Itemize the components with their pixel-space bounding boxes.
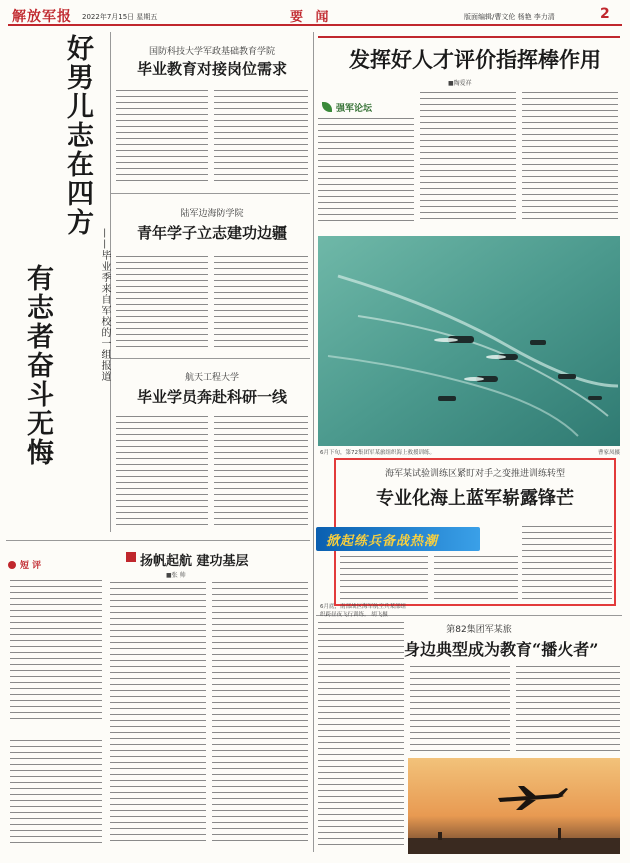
photo-caption-text: 6月下旬，第72集团军某旅组织海上救援训练。	[320, 450, 435, 456]
small-photo-caption: 6月底，南部战区海军航空兵某部组织跨昼夜飞行训练。 胡飞摄	[320, 604, 407, 618]
highlighted-title: 专业化海上蓝军崭露锋芒	[376, 488, 574, 509]
article-kicker: 第82集团军某旅	[446, 625, 512, 635]
article-body	[10, 580, 102, 730]
feature-headline-line1: 好男儿志在四方	[62, 34, 93, 237]
feature-subhead: ——毕业季来自军校的一组报道	[99, 228, 110, 382]
row-divider	[110, 358, 310, 359]
article-body	[214, 416, 308, 534]
photo-caption	[320, 448, 620, 456]
opinion-author: ■陶爱祥	[448, 80, 472, 87]
row-divider	[110, 193, 310, 194]
article-body	[214, 90, 308, 188]
bullet-icon	[8, 561, 16, 569]
section-name: 要 闻	[290, 10, 333, 25]
article-body	[116, 256, 208, 352]
commentary-byline: ■张 帅	[166, 572, 186, 579]
article-body	[516, 666, 620, 754]
forum-label: 强军论坛	[336, 104, 373, 114]
article-kicker: 国防科技大学军政基础教育学院	[148, 47, 275, 57]
page-header	[8, 6, 622, 26]
article-body	[434, 556, 518, 602]
newspaper-logo: 解放军报	[12, 9, 72, 25]
short-commentary-label	[6, 558, 66, 572]
article-body	[110, 582, 206, 852]
photo-credit: 曹家凤摄	[597, 450, 620, 456]
forum-badge	[318, 100, 378, 114]
article-title: 毕业学员奔赴科研一线	[136, 388, 287, 406]
leaf-icon	[322, 102, 332, 112]
row-divider	[6, 540, 310, 541]
sea-rescue-photo	[318, 236, 620, 446]
article-body	[522, 526, 612, 602]
square-icon	[126, 552, 136, 562]
page-editors: 版面编辑/曹文伦 杨艳 李力清	[464, 13, 555, 21]
article-body	[214, 256, 308, 352]
feature-headline	[14, 34, 94, 514]
article-title: 青年学子立志建功边疆	[136, 224, 287, 242]
article-body	[420, 92, 516, 230]
training-banner-text: 掀起练兵备战热潮	[326, 534, 439, 549]
feature-headline-line2: 有志者奋斗无悔	[22, 264, 53, 467]
article-kicker: 航天工程大学	[184, 373, 239, 383]
training-banner	[316, 527, 480, 551]
article-body	[116, 90, 208, 188]
commentary-title: 扬帆起航 建功基层	[140, 554, 249, 569]
article-body	[340, 556, 428, 602]
article-body	[318, 622, 404, 852]
article-kicker: 陆军边海防学院	[180, 209, 244, 219]
article-body	[10, 740, 102, 852]
article-body	[522, 92, 618, 230]
highlighted-kicker: 海军某试验训练区紧盯对手之变推进训练转型	[384, 469, 565, 479]
issue-date: 2022年7月15日 星期五	[82, 13, 158, 21]
column-divider	[313, 32, 314, 852]
opinion-top-rule	[318, 36, 620, 38]
article-title: 毕业教育对接岗位需求	[136, 60, 287, 78]
short-commentary-text: 短 评	[20, 561, 42, 571]
aircraft-photo	[408, 758, 620, 854]
article-title: 身边典型成为教育“播火者”	[404, 640, 599, 659]
page-number: 2	[600, 6, 610, 22]
article-body	[212, 582, 308, 852]
article-body	[116, 416, 208, 534]
article-body	[318, 118, 414, 230]
opinion-title: 发挥好人才评价指挥棒作用	[349, 47, 601, 72]
article-body	[410, 666, 510, 754]
